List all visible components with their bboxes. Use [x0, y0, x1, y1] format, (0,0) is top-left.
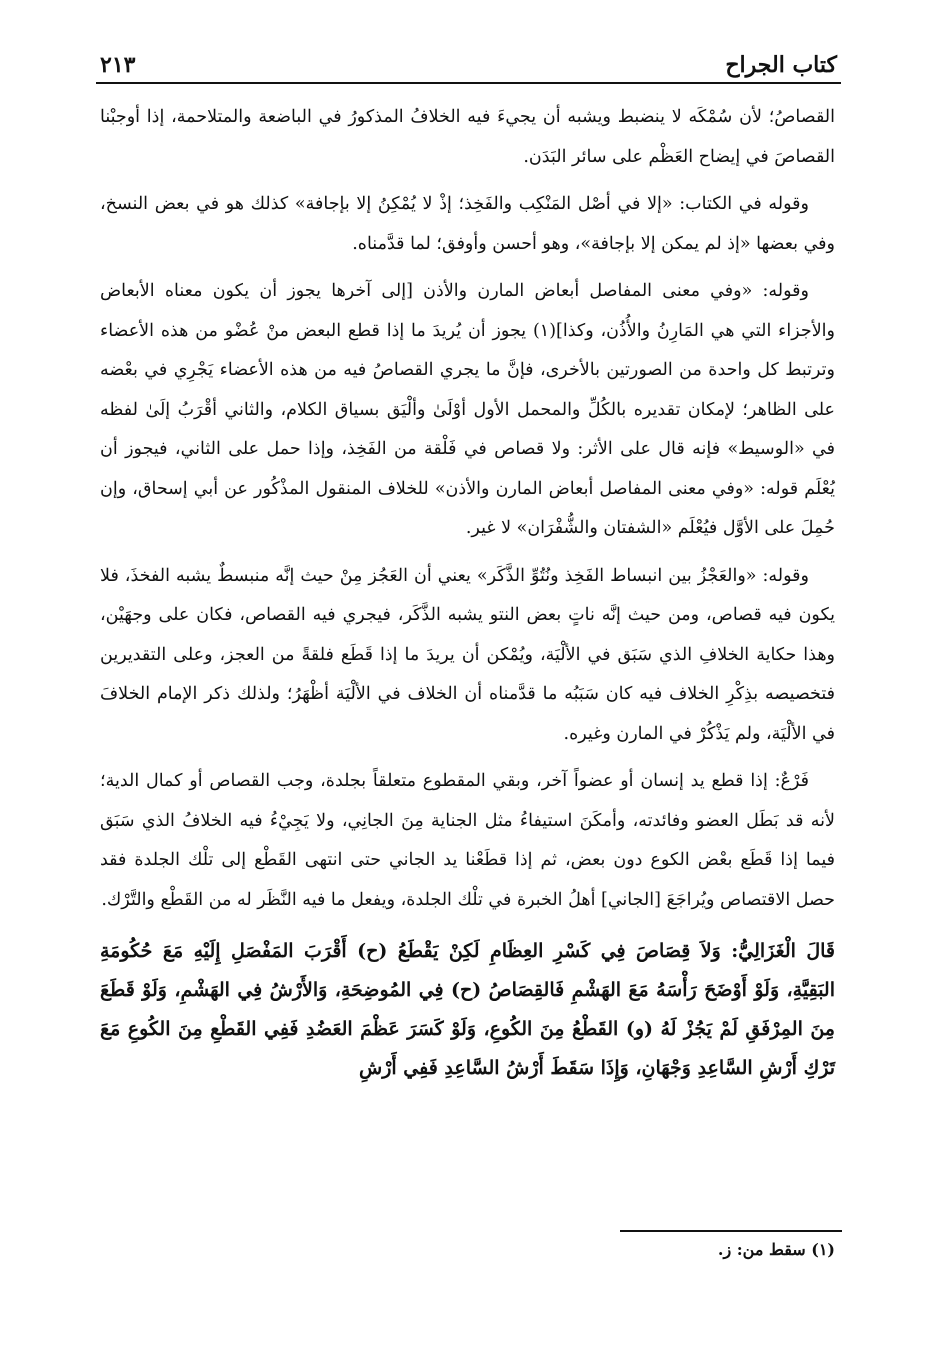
paragraph-1: القصاصُ؛ لأن سُمْكَه لا ينضبط ويشبه أن يجيءَ فيه الخلافُ المذكورُ في الباضعة والمتلاحمة، إذا أوجبْنا القصاصَ في إيضاح العَظْم على سائر البَدَن. [100, 107, 835, 167]
paragraph-2: وقوله في الكتاب: «إلا في أصْل المَنْكِب والفَخِذ؛ إذْ لا يُمْكِنُ إلا بإجافة» كذلك هو في بعض النسخ، وفي بعضها «إذ لم يمكن إلا بإجافة»، وهو أحسن وأوفق؛ لما قدَّمناه. [100, 194, 835, 254]
paragraph-4: وقوله: «والعَجْزُ بين انبساط الفَخِذ ونُتُوِّ الذَّكَر» يعني أن العَجُز مِنْ حيث إنَّه منبسطٌ يشبه الفخذَ، فلا يكون فيه قصاص، ومن حيث إنَّه ناتٍ بعض النتو يشبه الذَّكَر، فيجري فيه القصاص، فكان على وجهَيْن، وهذا حكاية الخلافِ الذي سَبَق في الألْيَة، ويُمْكن أن يريدَ ما إذا قَطَع فلقةً من العجز، وعلى التقديرين فتخصيصه بذِكْرِ الخلاف فيه كان سَبَبُه ما قدَّمناه أن الخلاف في الألْيَة أظْهَرُ؛ ولذلك ذكر الإمام الخلافَ في الألْيَة، ولم يَذْكُرْ في المارن وغيره. [100, 565, 835, 744]
footnote-divider [620, 1230, 842, 1232]
header-divider [96, 82, 841, 84]
main-text [100, 98, 835, 1088]
paragraph-5: فَرْعٌ: إذا قطع يد إنسان أو عضواً آخر، وبقي المقطوع متعلقاً بجلدة، وجب القصاص أو كمال الدية؛ لأنه قد بَطَل العضو وفائدته، وأمكَنَ استيفاءُ مثل الجناية مِنَ الجانِي، ولا يَجِيْءُ فيه الخلافُ الذي سَبَق فيما إذا قَطَع بعْض الكوع دون بعض، ثم إذا قطَعْنا يد الجاني حتى انتهى القَطْع إلى تلْك الجلدة فقد حصل الاقتصاص ويُراجَعَ [الجاني] أهلُ الخبرة في تلْك الجلدة، ويفعل ما فيه النَّظَر له من القَطْع والتَّرْك. [100, 771, 835, 910]
book-title: كتاب الجراح [725, 52, 837, 78]
page-number: ٢١٣ [100, 52, 136, 78]
paragraph-3: وقوله: «وفي معنى المفاصل أبعاض المارن والأذن [إلى آخرها يجوز أن يكون معناه الأبعاض والأجزاء التي هي المَارِنُ والأُذُن، وكذا](١) يجوز أن يُريدَ ما إذا قطع البعض منْ عُضْو من هذه الأعضاء وترتبط كل واحدة من الصورتين بالأخرى، فإنَّ ما يجري القصاصُ فيه من هذه الأعضاء يَجْرِي في بعْضه على الظاهر؛ لإمكان تقديره بالكُلِّ والمحمل الأول أوْلَىٰ وألْيَق بسياق الكلام، والثاني أقْرَبُ إلَىٰ لفظه في «الوسيط» فإنه قال على الأثر: ولا قصاص في فَلْقة من الفَخِذ، وإذا حمل على الثاني، فيجوز أن يُعْلَم قوله: «وفي معنى المفاصل أبعاض المارن والأذن» للخلاف المنقول المذْكُور عن أبي إسحاق، وإن حُمِلَ على الأوَّل فيُعْلَم «الشفتان والشُّفْرَان» لا غير. [100, 281, 835, 538]
footnote: (١) سقط من: ز. [717, 1240, 835, 1259]
ghazali-quote: قَالَ الْغَزَالِيُّ: وَلاَ قِصَاصَ فِي كَسْرِ العِظَامِ لَكِنْ يَقْطَعُ (ح) أَقْرَبَ المَفْصَلِ إِلَيْهِ مَعَ حُكُومَةِ البَقِيَّةِ، وَلَوْ أَوْضَحَ رَأْسَهُ مَعَ الهَشْمِ فَالقِصَاصُ (ح) فِي المُوضِحَةِ، وَالأَرْشُ فِي الهَشْمِ، وَلَوْ قَطَعَ مِنَ المِرْفَقِ لَمْ يَجُزْ لَهُ (و) القَطْعُ مِنَ الكُوعِ، وَلَوْ كَسَرَ عَظْمَ العَضُدِ فَفِي القَطْعِ مِنَ الكُوعِ مَعَ تَرْكِ أَرْشِ السَّاعِدِ وَجْهَانِ، وَإِذَا سَقَطَ أَرْشُ السَّاعِدِ فَفِي أَرْشِ [100, 940, 835, 1079]
page-header [100, 30, 837, 78]
